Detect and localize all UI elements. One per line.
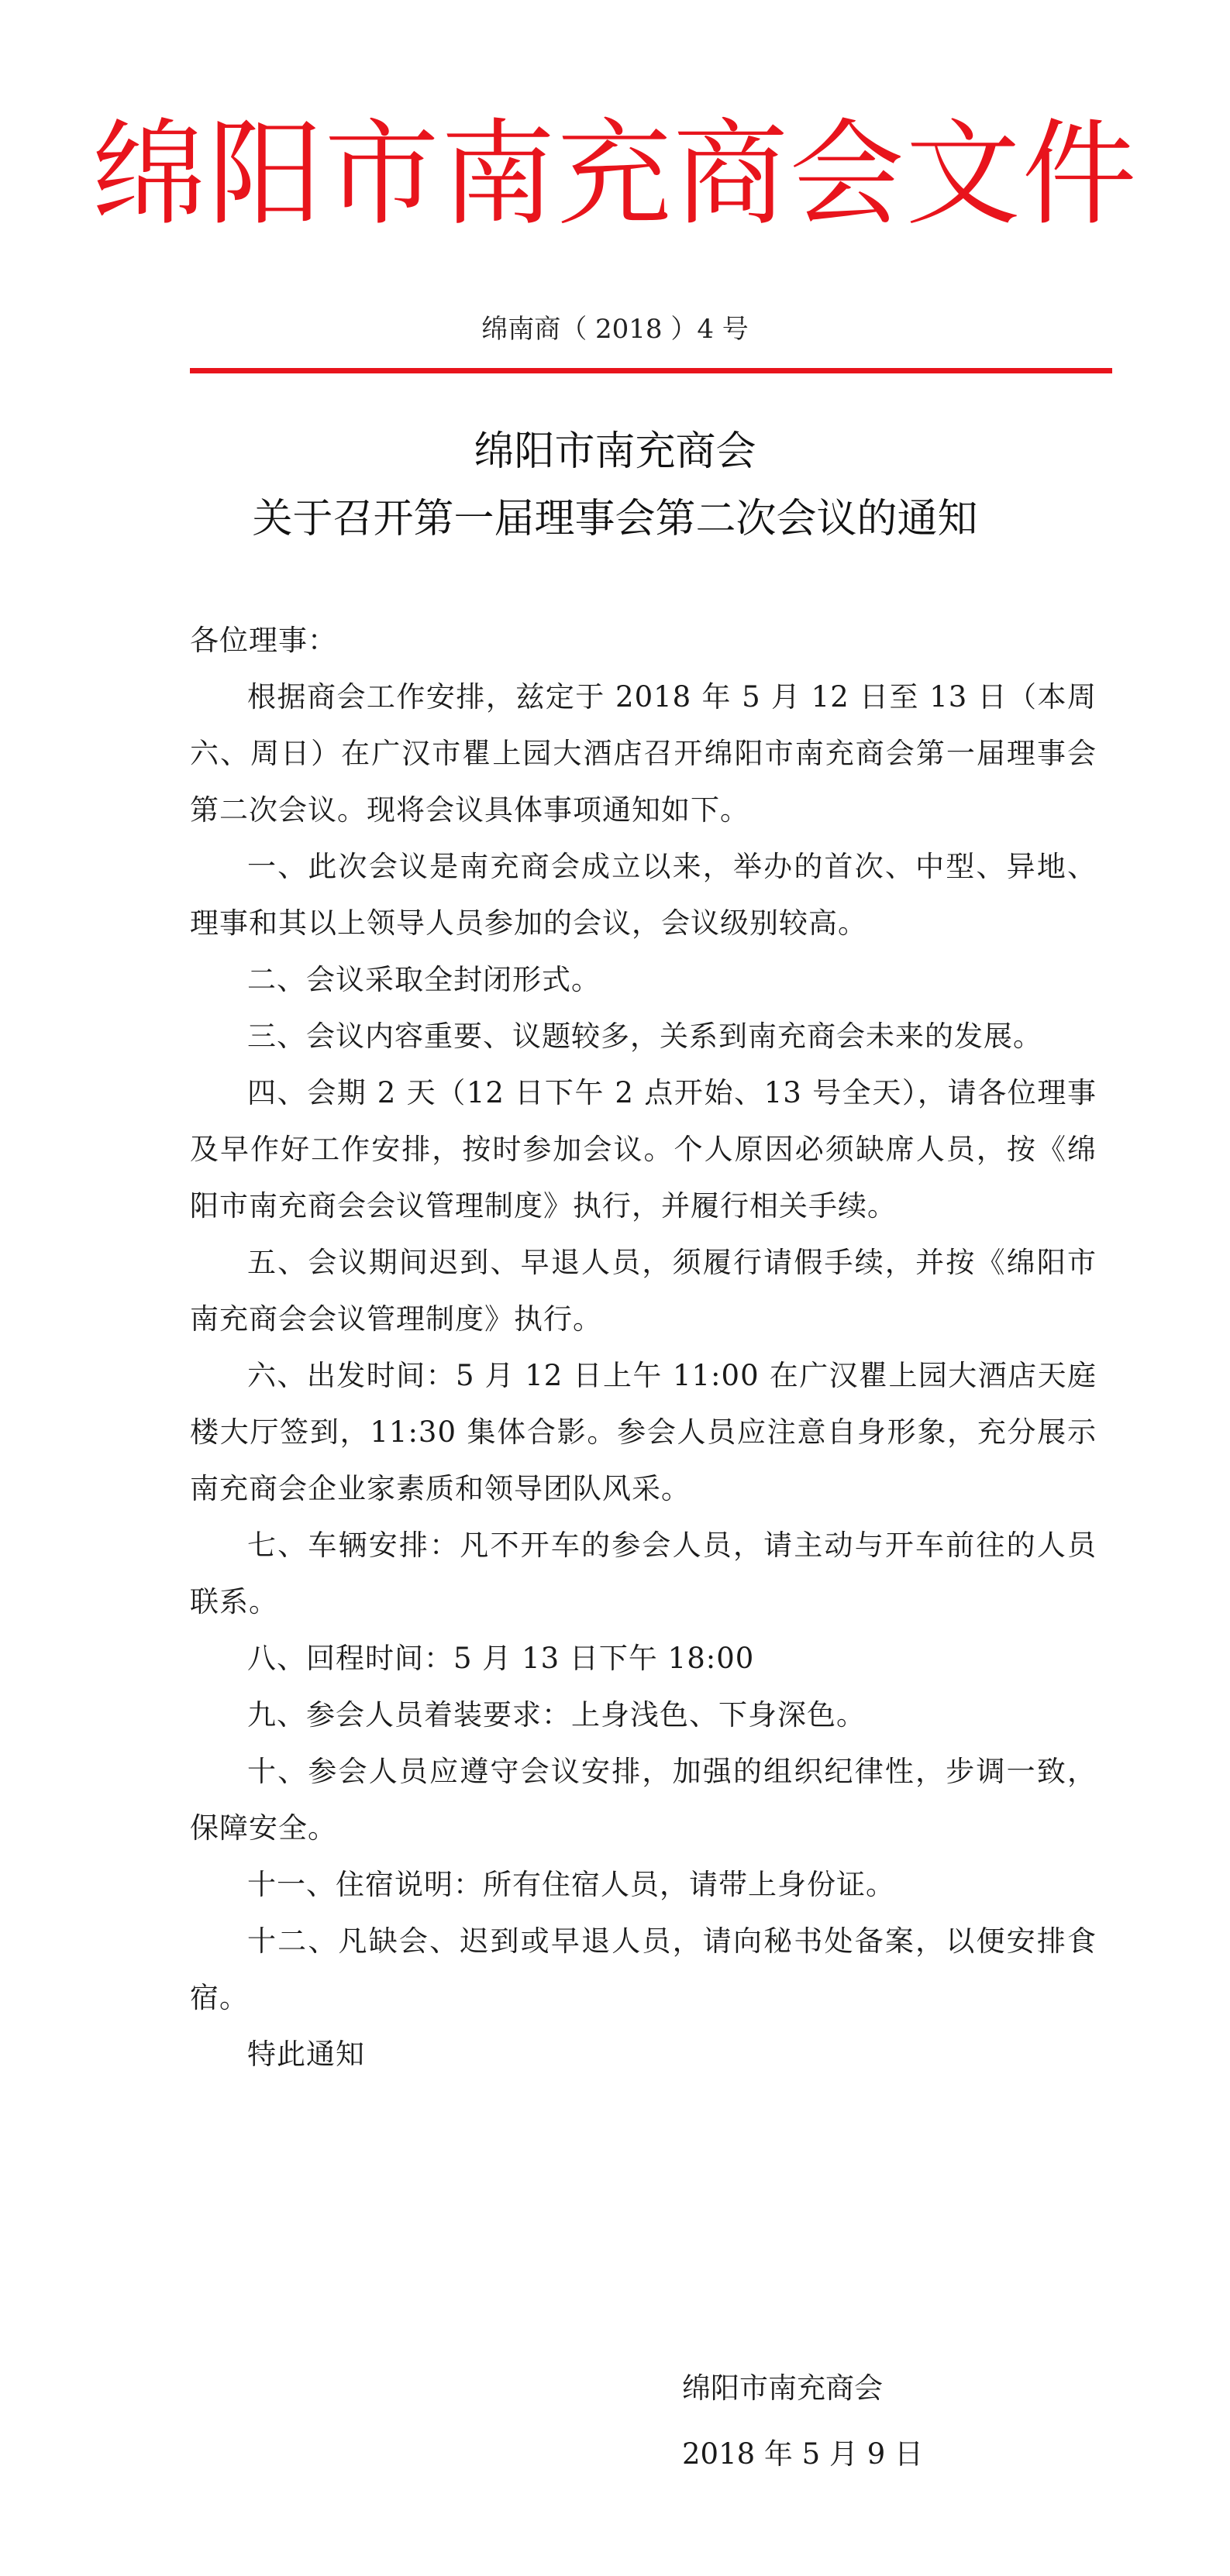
signature-block xyxy=(682,2355,1070,2487)
item-3: 三、会议内容重要、议题较多，关系到南充商会未来的发展。 xyxy=(247,1020,1042,1053)
notice-title-line1: 绵阳市南充商会 xyxy=(474,428,756,475)
item-11: 十一、住宿说明：所有住宿人员，请带上身份证。 xyxy=(247,1868,895,1901)
item-5: 五、会议期间迟到、早退人员，须履行请假手续，并按《绵阳市南充商会会议管理制度》执行。 xyxy=(190,1246,1097,1336)
notice-body xyxy=(190,612,1097,2082)
item-1: 一、此次会议是南充商会成立以来，举办的首次、中型、异地、理事和其以上领导人员参加的会议，会议级别较高。 xyxy=(190,850,1097,940)
item-8: 八、回程时间：5 月 13 日下午 18:00 xyxy=(247,1642,755,1675)
signature-organization: 绵阳市南充商会 xyxy=(682,2371,883,2405)
notice-title-line2: 关于召开第一届理事会第二次会议的通知 xyxy=(252,496,978,542)
item-7: 七、车辆安排：凡不开车的参会人员，请主动与开车前往的人员联系。 xyxy=(190,1529,1097,1618)
item-4: 四、会期 2 天（12 日下午 2 点开始、13 号全天），请各位理事及早作好工作安排，按时参加会议。个人原因必须缺席人员，按《绵阳市南充商会会议管理制度》执行，并履行相关手续。 xyxy=(190,1076,1097,1223)
signature-date: 2018 年 5 月 9 日 xyxy=(682,2437,924,2471)
document-header-title: 绵阳市南充商会文件 xyxy=(91,108,1139,241)
closing-line: 特此通知 xyxy=(247,2038,365,2071)
document-number: 绵南商（ 2018 ）4 号 xyxy=(481,314,749,345)
header-divider xyxy=(190,368,1112,373)
item-9: 九、参会人员着装要求：上身浅色、下身深色。 xyxy=(247,1698,866,1732)
item-12: 十二、凡缺会、迟到或早退人员，请向秘书处备案，以便安排食宿。 xyxy=(190,1924,1097,2014)
salutation: 各位理事： xyxy=(190,624,337,657)
intro-paragraph: 根据商会工作安排，兹定于 2018 年 5 月 12 日至 13 日（本周六、周日）在广汉市瞿上园大酒店召开绵阳市南充商会第一届理事会第二次会议。现将会议具体事项通知如下。 xyxy=(190,680,1097,827)
item-2: 二、会议采取全封闭形式。 xyxy=(247,963,601,996)
item-6: 六、出发时间：5 月 12 日上午 11:00 在广汉瞿上园大酒店天庭楼大厅签到，11:30 集体合影。参会人员应注意自身形象，充分展示南充商会企业家素质和领导团队风采。 xyxy=(190,1359,1097,1505)
item-10: 十、参会人员应遵守会议安排，加强的组织纪律性，步调一致，保障安全。 xyxy=(190,1755,1097,1845)
